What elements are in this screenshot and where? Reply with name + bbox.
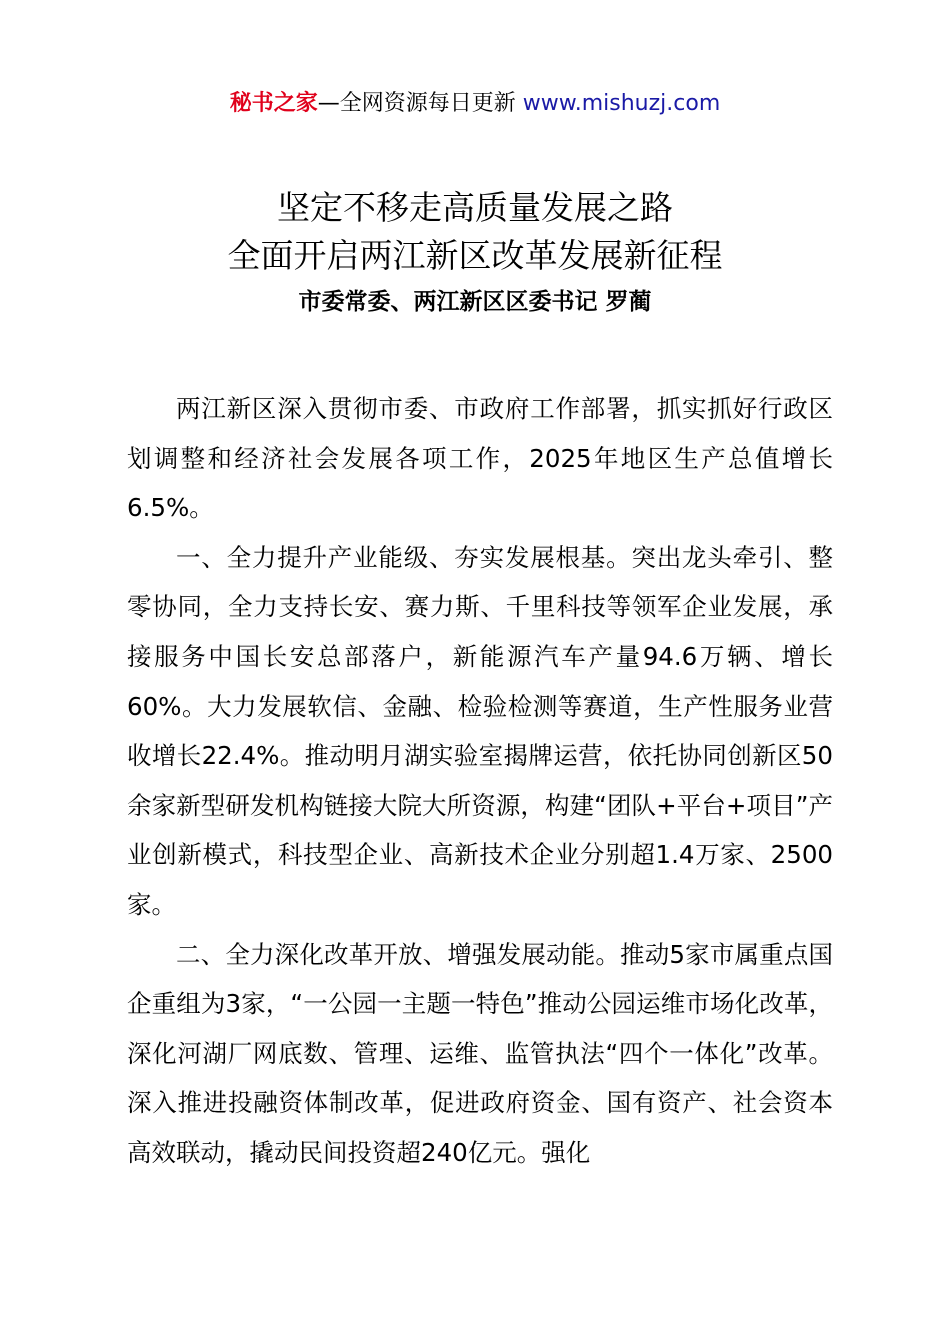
paragraph-intro: 两江新区深入贯彻市委、市政府工作部署，抓实抓好行政区划调整和经济社会发展各项工作，2025年地区生产总值增长6.5%。 [127, 394, 833, 523]
site-url-link[interactable]: www.mishuzj.com [522, 91, 721, 116]
brand-name: 秘书之家 [229, 91, 318, 116]
header-tagline: —全网资源每日更新 [317, 91, 523, 116]
paragraph-section-1: 一、全力提升产业能级、夯实发展根基。突出龙头牵引、整零协同，全力支持长安、赛力斯、千里科技等领军企业发展，承接服务中国长安总部落户，新能源汽车产量94.6万辆、增长60%。大力发展软信、金融、检验检测等赛道，生产性服务业营收增长22.4%。推动明月湖实验室揭牌运营，依托协同创新区50余家新型研发机构链接大院大所资源，构建“团队+平台+项目”产业创新模式，科技型企业、高新技术企业分别超1.4万家、2500家。 [127, 542, 833, 919]
document-title-line-2: 全面开启两江新区改革发展新征程 [227, 236, 723, 275]
paragraph-section-2: 二、全力深化改革开放、增强发展动能。推动5家市属重点国企重组为3家，“一公园一主题一特色”推动公园运维市场化改革，深化河湖厂网底数、管理、运维、监管执法“四个一体化”改革。深入推进投融资体制改革，促进政府资金、国有资产、社会资本高效联动，撬动民间投资超240亿元。强化 [127, 939, 833, 1167]
document-title-line-1: 坚定不移走高质量发展之路 [277, 188, 673, 227]
site-header [0, 88, 950, 120]
document-body [127, 384, 833, 1178]
author-line: 市委常委、两江新区区委书记 罗蔺 [298, 289, 652, 315]
